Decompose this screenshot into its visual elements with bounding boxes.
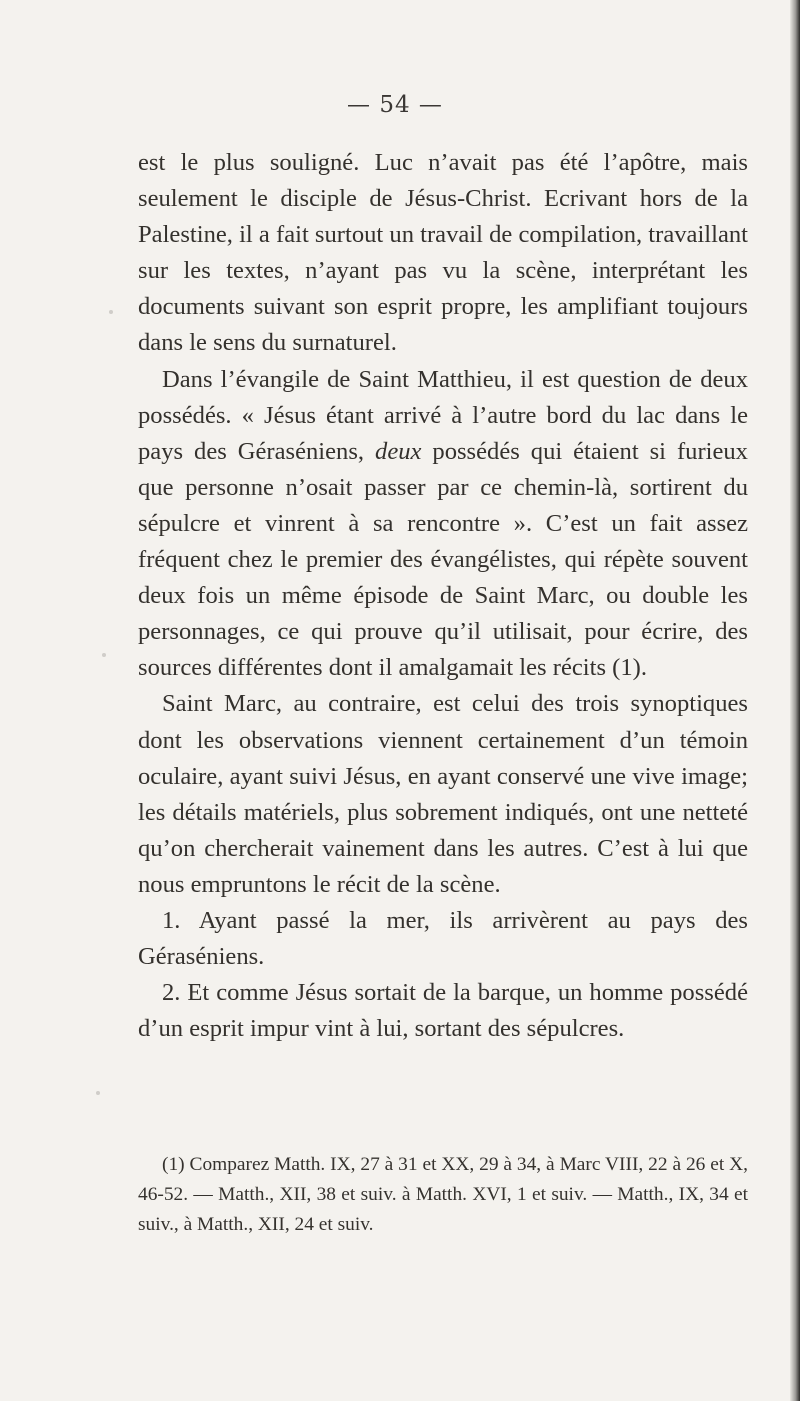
main-text xyxy=(138,145,748,1047)
paper-speck xyxy=(109,310,113,314)
paper-speck xyxy=(96,1091,100,1095)
paragraph-1: est le plus souligné. Luc n’avait pas été l’apôtre, mais seulement le disciple de Jésus-Christ. Ecrivant hors de la Palestine, il a fait surtout un travail de compilation, travaillant sur les textes, n’ayant pas vu la scène, interprétant les documents suivant son esprit propre, les amplifiant toujours dans le sens du surnaturel. xyxy=(138,149,748,357)
verse-2: 2. Et comme Jésus sortait de la barque, un homme possédé d’un esprit impur vint à lui, sortant des sépulcres. xyxy=(138,979,748,1043)
paragraph-3: Saint Marc, au contraire, est celui des trois synoptiques dont les observations viennent certainement d’un témoin oculaire, ayant suivi Jésus, en ayant conservé une vive image; les détails matériels, plus sobrement indiqués, ont une netteté qu’on chercherait vainement dans les autres. C’est à lui que nous empruntons le récit de la scène. xyxy=(138,690,748,898)
footnote-1: (1) Comparez Matth. IX, 27 à 31 et XX, 29 à 34, à Marc VIII, 22 à 26 et X, 46-52. — Matth., XII, 38 et suiv. à Matth. XVI, 1 et suiv. — Matth., IX, 34 et suiv., à Matth., XII, 24 et suiv. xyxy=(138,1154,748,1235)
paragraph-2 xyxy=(138,362,748,687)
verse-1: 1. Ayant passé la mer, ils arrivèrent au pays des Géraséniens. xyxy=(138,906,748,971)
paper-speck xyxy=(102,653,106,657)
page-right-edge xyxy=(790,0,800,1401)
paragraph-2-part-1: Dans l’évangile de Saint Matthieu, il est question de deux possédés. « Jésus étant arrivé à l’autre bord du lac dans le pays des Géraséniens, xyxy=(138,365,748,465)
paragraph-2-italic: deux xyxy=(375,437,422,465)
page-number: — 54 — xyxy=(347,92,443,118)
footnote-block xyxy=(138,1150,748,1240)
paragraph-2-part-2: possédés qui étaient si furieux que personne n’osait passer par ce chemin-là, sortirent du sépulcre et vinrent à sa rencontre ». C’est un fait assez fréquent chez le premier des évangélistes, qui répète souvent deux fois un même épisode de Saint Marc, ou double les personnages, ce qui prouve qu’il utilisait, pour écrire, des sources différentes dont il amalgamait les récits (1). xyxy=(138,437,748,682)
